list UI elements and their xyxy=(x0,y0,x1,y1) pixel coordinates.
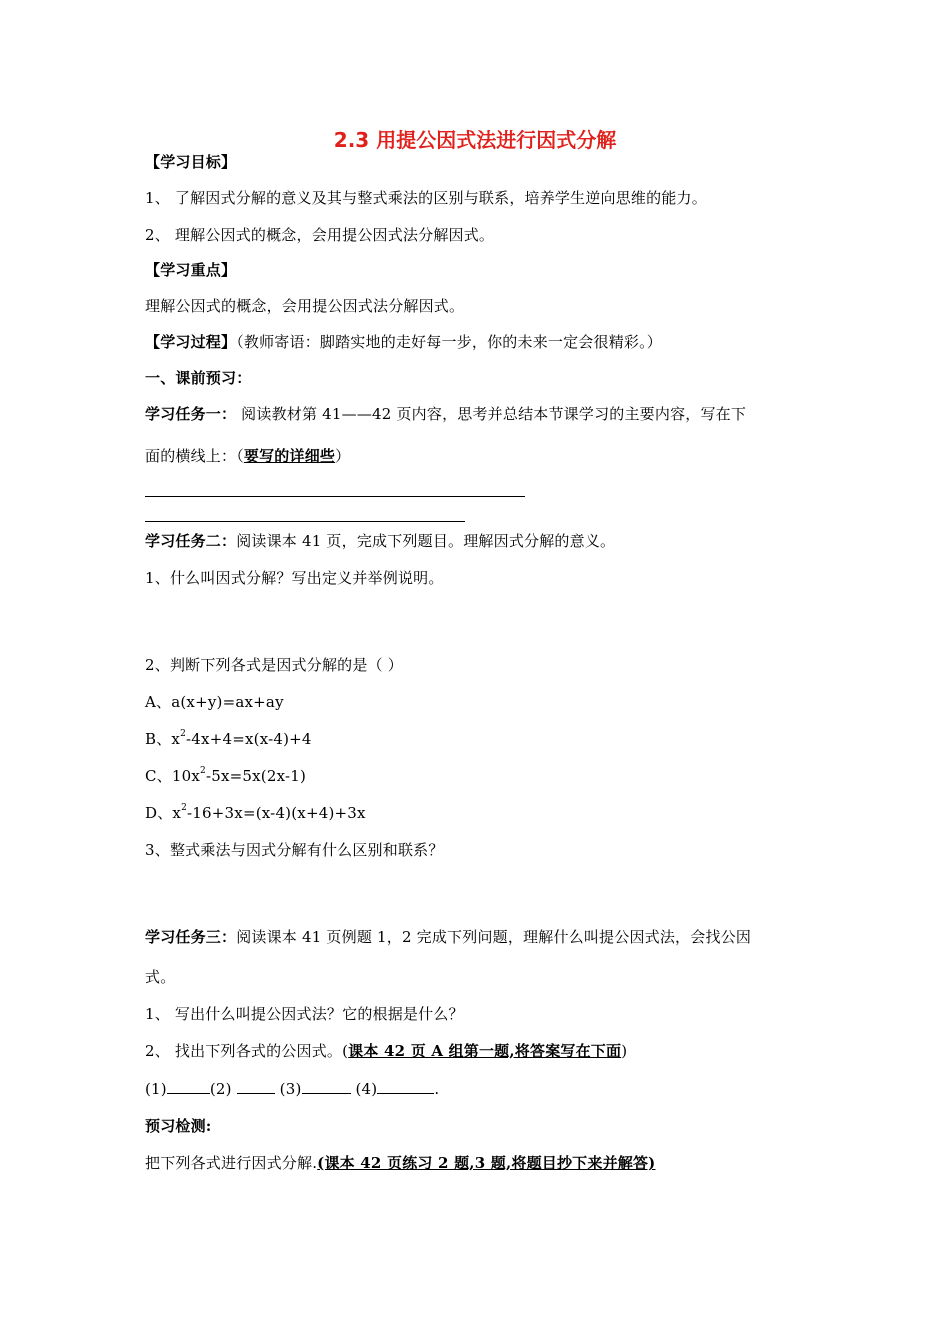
task1-text: 阅读教材第 41——42 页内容，思考并总结本节课学习的主要内容，写在下 xyxy=(236,405,747,423)
task3-label: 学习任务三： xyxy=(145,928,237,946)
option-d-part2: -16+3x=(x-4)(x+4)+3x xyxy=(187,804,366,822)
blank-label-3: (3) xyxy=(279,1080,302,1098)
option-c-part1: C、10x xyxy=(145,767,201,785)
focus-text: 理解公因式的概念，会用提公因式法分解因式。 xyxy=(145,297,465,315)
option-b xyxy=(145,729,312,749)
option-b-part1: B、x xyxy=(145,730,181,748)
option-c xyxy=(145,766,306,786)
goal-item-2: 2、 理解公因式的概念，会用提公因式法分解因式。 xyxy=(145,226,495,244)
answer-line-1 xyxy=(145,496,525,497)
task3-q2 xyxy=(145,1041,627,1061)
option-d-part1: D、x xyxy=(145,804,182,822)
blanks-row xyxy=(145,1078,439,1099)
blank-field-3[interactable] xyxy=(302,1078,351,1094)
blank-label-1: (1) xyxy=(145,1080,167,1098)
option-b-part2: -4x+4=x(x-4)+4 xyxy=(186,730,312,748)
page-title: 2.3 用提公因式法进行因式分解 xyxy=(333,128,617,152)
option-c-exponent: 2 xyxy=(200,766,206,776)
check-text xyxy=(145,1153,655,1173)
task2-text: 阅读课本 41 页，完成下列题目。理解因式分解的意义。 xyxy=(236,532,616,550)
process-line xyxy=(145,332,662,352)
blank-field-2[interactable] xyxy=(237,1078,275,1094)
task1-label: 学习任务一： xyxy=(145,405,237,423)
option-a: A、a(x+y)=ax+ay xyxy=(145,693,284,711)
task1-line1 xyxy=(145,404,746,424)
goal-item-1: 1、 了解因式分解的意义及其与整式乘法的区别与联系，培养学生逆向思维的能力。 xyxy=(145,189,707,207)
blank-field-1[interactable] xyxy=(167,1078,210,1094)
blank-label-4: (4) xyxy=(355,1080,378,1098)
goals-heading: 【学习目标】 xyxy=(145,153,237,171)
task3-line1 xyxy=(145,927,751,947)
task2-q2: 2、判断下列各式是因式分解的是（ ） xyxy=(145,656,403,674)
task3-q2-post: ) xyxy=(621,1042,628,1060)
option-b-exponent: 2 xyxy=(180,729,187,739)
preview-heading: 一、课前预习： xyxy=(145,369,252,387)
process-note: （教师寄语：脚踏实地的走好每一步，你的未来一定会很精彩。） xyxy=(236,333,663,351)
check-emphasis: (课本 42 页练习 2 题,3 题,将题目抄下来并解答) xyxy=(317,1154,656,1172)
option-d-exponent: 2 xyxy=(181,803,188,813)
task2-label: 学习任务二： xyxy=(145,532,237,550)
task2-q3: 3、整式乘法与因式分解有什么区别和联系？ xyxy=(145,841,444,859)
option-c-part2: -5x=5x(2x-1) xyxy=(205,767,307,785)
focus-heading: 【学习重点】 xyxy=(145,261,237,279)
option-d xyxy=(145,803,366,823)
task3-q1: 1、 写出什么叫提公因式法？它的根据是什么？ xyxy=(145,1005,464,1023)
check-text-pre: 把下列各式进行因式分解. xyxy=(145,1154,318,1172)
task3-q2-emphasis: 课本 42 页 A 组第一题,将答案写在下面 xyxy=(348,1042,622,1060)
process-heading: 【学习过程】 xyxy=(145,333,237,351)
task1-text-pre: 面的横线上：（ xyxy=(145,447,244,465)
blank-field-4[interactable] xyxy=(377,1078,434,1094)
task1-text-post: ） xyxy=(335,447,351,465)
blank-label-2: (2) xyxy=(209,1080,232,1098)
task1-emphasis: 要写的详细些 xyxy=(243,447,336,465)
task2-line xyxy=(145,531,615,551)
task3-line2: 式。 xyxy=(145,968,176,986)
task3-q2-pre: 2、 找出下列各式的公因式。( xyxy=(145,1042,349,1060)
answer-line-2 xyxy=(145,521,465,522)
task1-line2 xyxy=(145,446,350,466)
task2-q1: 1、什么叫因式分解？写出定义并举例说明。 xyxy=(145,569,444,587)
blank-end: . xyxy=(434,1080,440,1098)
task3-text: 阅读课本 41 页例题 1，2 完成下列问题，理解什么叫提公因式法，会找公因 xyxy=(236,928,752,946)
check-heading: 预习检测: xyxy=(145,1117,212,1135)
